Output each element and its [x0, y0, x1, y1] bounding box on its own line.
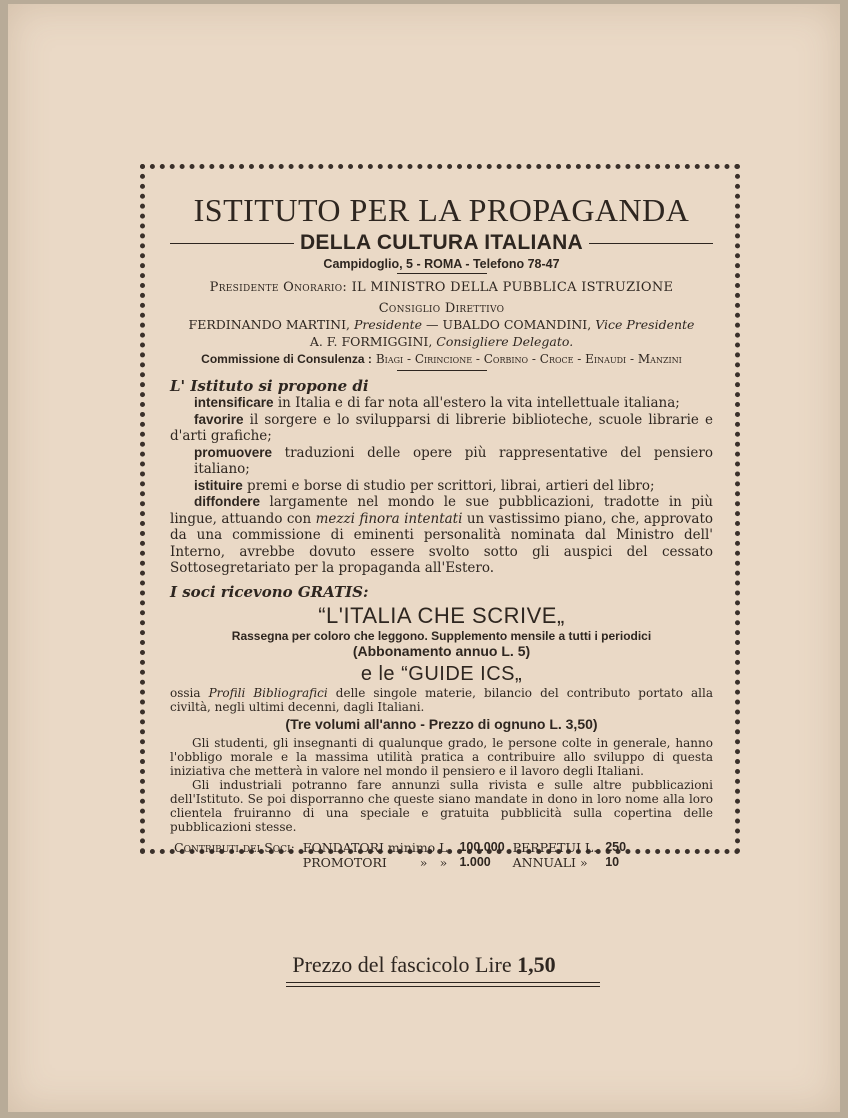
advertisement-box	[140, 164, 740, 870]
contributions-row: Contributi dei Soci: FONDATORI minimo L. 100.000 PERPETUI L. 250	[174, 839, 627, 855]
honorary-value: IL MINISTRO DELLA PUBBLICA ISTRUZIONE	[351, 280, 674, 295]
title-rule-left	[170, 243, 294, 244]
honorary-label: Presidente Onorario:	[209, 280, 348, 295]
purpose-list	[170, 395, 713, 577]
divider	[397, 273, 487, 274]
magazine-price: (Abbonamento annuo L. 5)	[352, 642, 531, 659]
institute-address: Campidoglio, 5 - ROMA - Telefono 78-47	[323, 257, 560, 271]
guides-price: (Tre volumi all'anno - Prezzo di ognuno L. 3,50)	[285, 715, 598, 732]
divider	[397, 370, 487, 371]
students-paragraph: Gli studenti, gli insegnanti di qualunque grado, le persone colte in generale, hanno l'obbligo morale e la massima utilità pratica a contribuire allo sviluppo di questa iniziativa che metterà in valore nel mondo il pensiero e il lavoro degli Italiani.	[170, 735, 713, 778]
industrialists-paragraph: Gli industriali potranno fare annunzi sulla rivista e sulle altre pubblicazioni dell'Istituto. Se poi disporranno che queste siano mandate in dono in loro nome alla loro clientela fruiranno di una speciale e gratuita pubblicità sulla copertina delle pubblicazioni stesse.	[170, 777, 713, 834]
council-heading: Consiglio Direttivo	[378, 301, 505, 316]
price-underline	[286, 982, 600, 983]
issue-price	[0, 952, 848, 978]
magazine-subtitle: Rassegna per coloro che leggono. Supplemento mensile a tutti i periodici	[231, 628, 652, 643]
purpose-item: istituire premi e borse di studio per scrittori, librai, artieri del libro;	[194, 477, 655, 494]
advertisement-content	[170, 191, 713, 870]
institute-subtitle: DELLA CULTURA ITALIANA	[299, 231, 584, 254]
dash: —	[426, 317, 439, 332]
purpose-item: favorire il sorgere e lo svilupparsi di librerie biblioteche, scuole librarie e d'arti grafiche;	[170, 411, 713, 444]
purpose-item: intensificare in Italia e di far nota all'estero la vita intellettuale italiana;	[194, 395, 680, 411]
purpose-heading: L' Istituto si propone di	[170, 377, 369, 395]
honorary-president	[170, 280, 713, 295]
vice-president-name: UBALDO COMANDINI,	[442, 317, 592, 332]
price-underline	[286, 986, 600, 987]
vice-president-role: Vice Presidente	[595, 317, 695, 332]
members-heading: I soci ricevono GRATIS:	[170, 582, 369, 601]
commission-line	[170, 350, 713, 368]
institute-title: ISTITUTO PER LA PROPAGANDA	[193, 192, 690, 228]
magazine-title: “L'ITALIA CHE SCRIVE„	[318, 602, 565, 628]
president-name: FERDINANDO MARTINI,	[188, 317, 350, 332]
contributions-row: PROMOTORI » » 1.000 ANNUALI » 10	[302, 854, 620, 870]
purpose-item: promuovere traduzioni delle opere più rappresentative del pensiero italiano;	[194, 444, 713, 477]
contributions-table	[170, 840, 630, 870]
commission-label: Commissione di Consulenza :	[201, 352, 372, 366]
title-rule-right	[589, 243, 713, 244]
purpose-item: diffondere largamente nel mondo le sue pubblicazioni, tradotte in più lingue, attuando con mezzi finora intentati un vastissimo piano, che, approvato da una commissione di eminenti personalità nominata dal Ministro dell' Interno, avrebbe dovuto essere svolto sotto gli auspici del cessato Sottosegretariato per la propaganda all'Estero.	[170, 494, 714, 576]
council-line-2	[170, 333, 713, 350]
commission-members: Biagi - Cirincione - Corbino - Croce - Einaudi - Manzini	[375, 352, 682, 366]
guides-description: ossia Profili Bibliografici delle singole materie, bilancio del contributo portato alla civiltà, negli ultimi decenni, dagli Italiani.	[170, 685, 714, 714]
delegate-role: Consigliere Delegato.	[436, 334, 574, 349]
institute-subtitle-row	[170, 231, 713, 255]
price-value: 1,50	[517, 952, 556, 977]
president-role: Presidente	[353, 317, 423, 332]
council-line-1	[170, 316, 713, 333]
delegate-name: A. F. FORMIGGINI,	[309, 334, 433, 349]
guides-title: e le “GUIDE ICS„	[360, 662, 523, 685]
price-label: Prezzo del fascicolo Lire	[292, 952, 512, 977]
